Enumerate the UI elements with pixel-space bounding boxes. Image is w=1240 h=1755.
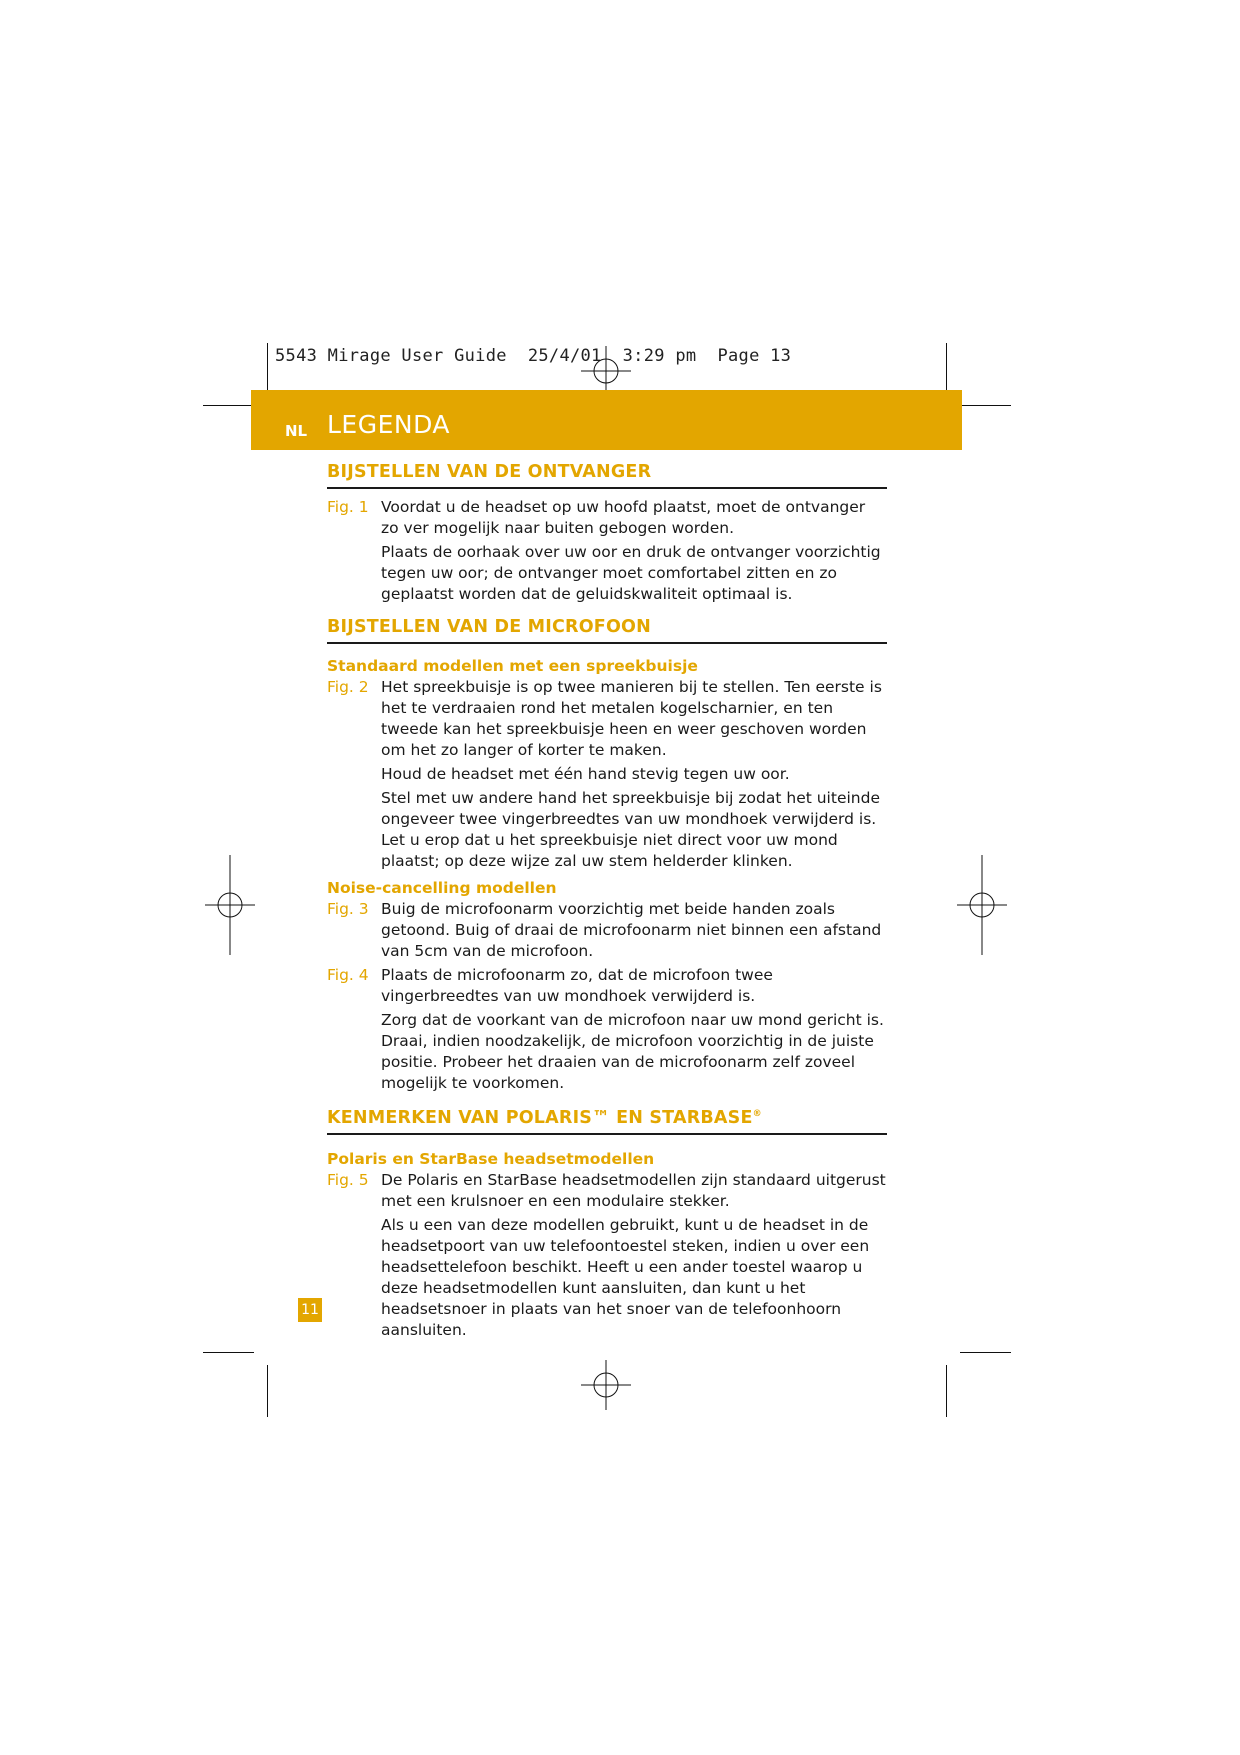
registered-mark: ® xyxy=(752,1109,762,1120)
registration-mark-icon xyxy=(581,346,631,396)
crop-mark xyxy=(946,343,947,396)
figure-label: Fig. 5 xyxy=(327,1171,369,1189)
paragraph: Stel met uw andere hand het spreekbuisje bij zodat het uiteinde ongeveer twee vingerbreedtes van uw mondhoek verwijderd is. Let u erop dat u het spreekbuisje niet direct voor uw mond plaatst; op deze wijze zal uw stem helderder klinken. xyxy=(381,789,880,870)
figure-item xyxy=(327,899,887,962)
figure-label: Fig. 3 xyxy=(327,900,369,918)
language-code: NL xyxy=(285,422,308,440)
registration-mark-icon xyxy=(205,855,255,955)
registration-mark-icon xyxy=(957,855,1007,955)
crop-mark xyxy=(960,1352,1011,1353)
subsection-heading: Polaris en StarBase headsetmodellen xyxy=(327,1150,655,1168)
figure-label: Fig. 4 xyxy=(327,966,369,984)
figure-item xyxy=(327,1170,887,1212)
content xyxy=(327,462,887,1341)
paragraph: Het spreekbuisje is op twee manieren bij te stellen. Ten eerste is het te verdraaien rond het metalen kogelscharnier, en ten tweede kan het spreekbuisje heen en weer geschoven worden om het zo langer of korter te maken. xyxy=(381,678,882,759)
registration-mark-icon xyxy=(581,1360,631,1410)
crop-mark xyxy=(203,405,254,406)
paragraph: Zorg dat de voorkant van de microfoon naar uw mond gericht is. Draai, indien noodzakelijk, de microfoon voorzichtig in de juiste positie. Probeer het draaien van de microfoonarm zelf zoveel mogelijk te voorkomen. xyxy=(381,1011,884,1092)
crop-mark xyxy=(267,1365,268,1417)
paragraph: Als u een van deze modellen gebruikt, kunt u de headset in de headsetpoort van uw telefoontoestel steken, indien u over een headsettelefoon beschikt. Heeft u een ander toestel waarop u deze headsetmodellen kunt aansluiten, dan kunt u het headsetsnoer in plaats van het snoer van de telefoonhoorn aansluiten. xyxy=(381,1216,870,1339)
paragraph: Plaats de oorhaak over uw oor en druk de ontvanger voorzichtig tegen uw oor; de ontvanger moet comfortabel zitten en zo geplaatst worden dat de geluidskwaliteit optimaal is. xyxy=(381,543,881,603)
paragraph: Houd de headset met één hand stevig tegen uw oor. xyxy=(381,765,790,783)
crop-mark xyxy=(946,1365,947,1417)
section-heading xyxy=(327,1108,887,1135)
page-number: 11 xyxy=(298,1298,322,1322)
section-heading: BIJSTELLEN VAN DE MICROFOON xyxy=(327,617,887,644)
page-title: LEGENDA xyxy=(327,410,451,439)
figure-label: Fig. 1 xyxy=(327,498,369,516)
subsection-heading: Standaard modellen met een spreekbuisje xyxy=(327,657,698,675)
figure-item xyxy=(327,497,887,539)
figure-label: Fig. 2 xyxy=(327,678,369,696)
section-heading: BIJSTELLEN VAN DE ONTVANGER xyxy=(327,462,887,489)
paragraph: Plaats de microfoonarm zo, dat de microfoon twee vingerbreedtes van uw mondhoek verwijderd is. xyxy=(381,966,773,1005)
paragraph: Voordat u de headset op uw hoofd plaatst, moet de ontvanger zo ver mogelijk naar buiten gebogen worden. xyxy=(381,498,866,537)
subsection-heading: Noise-cancelling modellen xyxy=(327,879,557,897)
figure-item xyxy=(327,965,887,1007)
paragraph: Buig de microfoonarm voorzichtig met beide handen zoals getoond. Buig of draai de microfoonarm niet binnen een afstand van 5cm van de microfoon. xyxy=(381,900,882,960)
figure-item xyxy=(327,677,887,761)
crop-mark xyxy=(960,405,1011,406)
crop-mark xyxy=(203,1352,254,1353)
crop-mark xyxy=(267,343,268,396)
section-heading-text: KENMERKEN VAN POLARIS™ EN STARBASE xyxy=(327,1108,753,1128)
paragraph: De Polaris en StarBase headsetmodellen zijn standaard uitgerust met een krulsnoer en een modulaire stekker. xyxy=(381,1171,886,1210)
print-slug: 5543 Mirage User Guide 25/4/01 3:29 pm Page 13 xyxy=(275,346,792,366)
